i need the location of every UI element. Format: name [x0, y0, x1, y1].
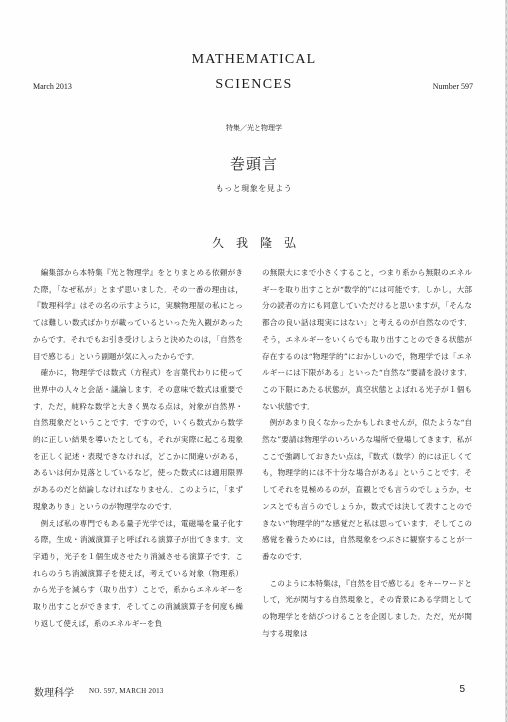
author-name: 久我隆弘 — [211, 236, 308, 250]
feature-label: 特集／光と物理学 — [226, 124, 282, 132]
page-number: 5 — [459, 684, 465, 695]
body-column-right — [262, 265, 472, 642]
masthead-number: Number 597 — [432, 82, 473, 91]
body-column-left — [33, 265, 243, 632]
body-paragraph: 編集部から本特集『光と物理学』をとりまとめる依頼がきた際，「なぜ私が」とまず思いました．その一番の理由は，『数理科学』はその名の示すように，実験物理屋の私にとっては難しい数式ばかりが載っているといった先入観があったからです．それでもお引き受けしようと決めたのは，「自然を目で感じる」という副題が気に入ったからです． — [33, 268, 243, 361]
footer-issue: NO. 597, MARCH 2013 — [89, 687, 164, 695]
body-paragraph: 確かに，物理学では数式（方程式）を言葉代わりに使って世界中の人々と会話・議論します．その意味で数式は重要です．ただ，純粋な数学と大きく異なる点は，対象が自然界・自然現象だということです．ですので，いくら数式から数学的に正しい結果を導いたとしても，それが実際に起こる現象を正しく記述・表現できなければ，どこかに間違いがある，あるいは何か見落としているなど，使った数式には適用限界があるのだと結論しなければなりません．このように，「まず現象ありき」というのが物理学なのです． — [33, 368, 243, 511]
article-subtitle: もっと現象を見よう — [215, 184, 293, 193]
article-title: 巻頭言 — [229, 155, 278, 173]
body-paragraph: 例えば私の専門でもある量子光学では，電磁場を量子化する際，生成・消滅演算子と呼ばれる演算子が出てきます．文字通り，光子を１個生成させたり消滅させる演算子です．これらのうち消滅演算子を使えば，考えている対象（物理系）から光子を減らす（取り出す）ことで，系からエネルギーを取り出すことができます．そしてこの消滅演算子を何度も繰り返して使えば，系のエネルギーを負 — [33, 518, 243, 628]
body-paragraph: の無限大にまで小さくすること，つまり系から無限のエネルギーを取り出すことが“数学的”には可能です．しかし，大部分の読者の方にも同意していただけると思いますが，「そんな都合の良い話は現実にはない」と考えるのが自然なのです．そう，エネルギーをいくらでも取り出すことのできる状態が存在するのは“物理学的”におかしいので，物理学では「エネルギーには下限がある」といった“自然な”要請を設けます．この下限にあたる状態が，真空状態とよばれる光子が１個もない状態です． — [262, 268, 472, 411]
body-paragraph: 例があまり良くなかったかもしれませんが，似たような“自然な”要請は物理学のいろいろな場所で登場してきます．私がここで強調しておきたい点は，『数式（数学）的には正しくても，物理学的には不十分な場合がある』ということです．そしてそれを見極めるのが，直観とでも言うのでしょうか，センスとでも言うのでしょうか，数式では決して表すことのできない“物理学的”な感覚だと私は思っています．そしてこの感覚を養うためには，自然現象をつぶさに観察することが一番なのです． — [262, 418, 472, 561]
page-edge-perforation — [506, 0, 507, 722]
masthead-date: March 2013 — [33, 82, 72, 91]
paragraph-gap — [262, 566, 472, 576]
body-paragraph: このように本特集は，『自然を目で感じる』をキーワードとして，光が関与する自然現象と，その背景にある学問としての物理学とを結びつけることを企図しました．ただ，光が関与する現象は — [262, 578, 472, 638]
footer-journal: 数理科学 — [34, 688, 74, 699]
masthead-subtitle: SCIENCES — [215, 77, 293, 92]
masthead-title: MATHEMATICAL — [191, 52, 317, 67]
